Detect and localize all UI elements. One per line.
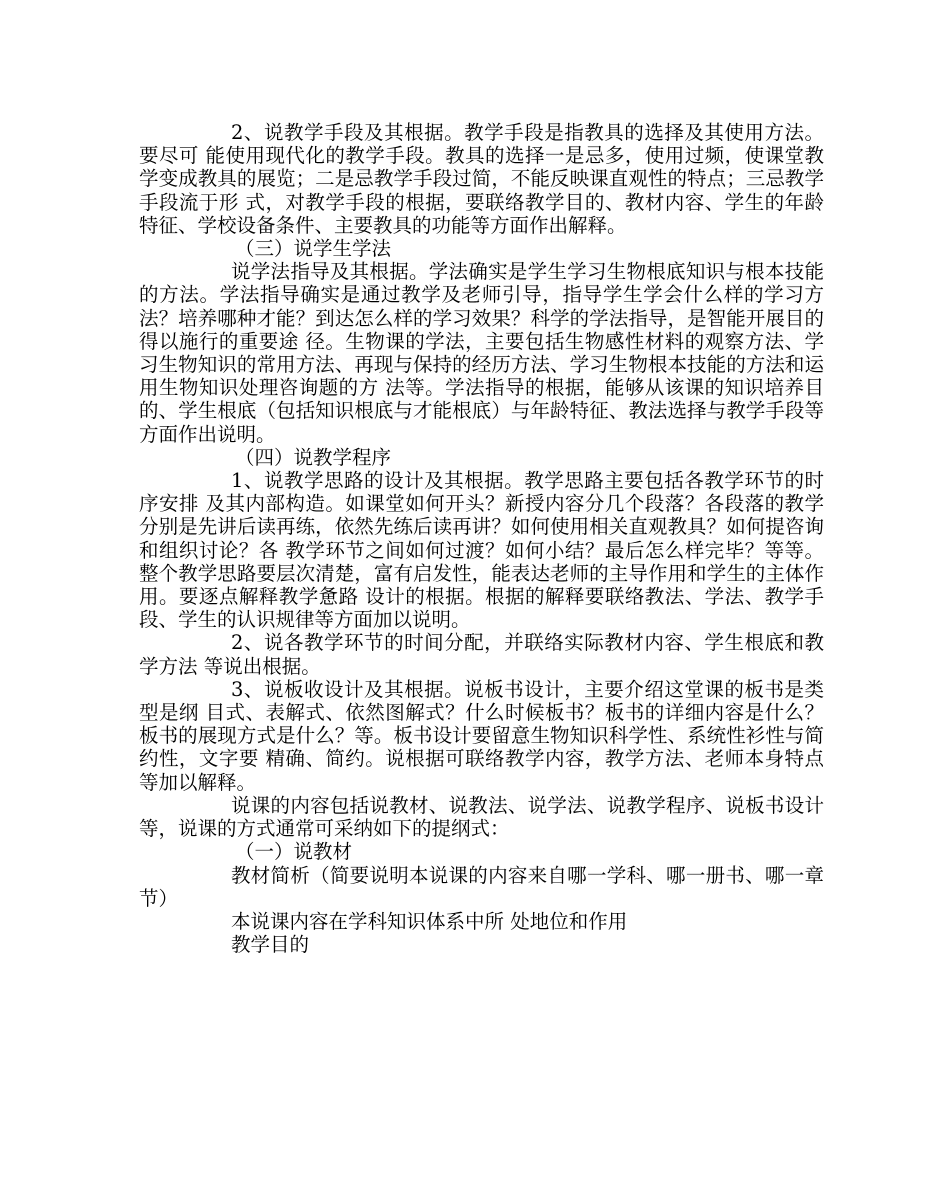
paragraph-teaching-ideas: 1、说教学思路的设计及其根据。教学思路主要包括各教学环节的时序安排 及其内部构造。如课堂如何开头？新授内容分几个段落？各段落的教学分别是先讲后读再练，依然先练后读再讲？如何使用相关直观教具？如何提咨询和组织讨论？各 教学环节之间如何过渡？如何小结？最后怎么样完毕？等等。整个教学思路要层次清楚，富有启发性，能表达老师的主导作用和学生的主体作用。要逐点解释教学惫路 设计的根据。根据的解释要联络教法、学法、教学手段、学生的认识规律等方面加以说明。 (139, 469, 824, 632)
paragraph-teaching-means: 2、说教学手段及其根据。教学手段是指教具的选择及其使用方法。要尽可 能使用现代化的教学手段。教具的选择一是忌多，使用过频，使课堂教学变成教具的展览；二是忌教学手段过简，不能反映课直观性的特点；三忌教学手段流于形 式，对教学手段的根据，要联络教学目的、教材内容、学生的年龄特征、学校设备条件、主要教具的功能等方面作出解释。 (139, 121, 824, 237)
paragraph-lecture-content: 说课的内容包括说教材、说教法、说学法、说教学程序、说板书设计等，说课的方式通常可采纳如下的提纲式： (139, 793, 824, 841)
paragraph-teaching-goals: 教学目的 (231, 933, 310, 957)
section-heading-textbook: （一）说教材 (235, 840, 353, 864)
section-heading-teaching-procedure: （四）说教学程序 (235, 445, 392, 469)
paragraph-blackboard-design: 3、说板收设计及其根据。说板书设计，主要介绍这堂课的板书是类型是纲 目式、表解式、依然图解式？什么时候板书？板书的详细内容是什么？板书的展现方式是什么？等。板书设计要留意生物知识科学性、系统性衫性与简约性，文字要 精确、简约。说根据可联络教学内容，教学方法、老师本身特点等加以解释。 (139, 677, 824, 794)
section-heading-student-methods: （三）说学生学法 (235, 237, 392, 261)
document-body (139, 121, 824, 956)
paragraph-time-allocation: 2、说各教学环节的时间分配，并联络实际教材内容、学生根底和教学方法 等说出根据。 (139, 631, 824, 678)
paragraph-textbook-analysis: 教材简析（简要说明本说课的内容来自哪一学科、哪一册书、哪一章节） (139, 863, 824, 910)
paragraph-learning-methods: 说学法指导及其根据。学法确实是学生学习生物根底知识与根本技能的方法。学法指导确实是通过教学及老师引导，指导学生学会什么样的学习方法？培养哪种才能？到达怎么样的学习效果？科学的学法指导，是智能开展目的得以施行的重要途 径。生物课的学法，主要包括生物感性材料的观察方法、学习生物知识的常用方法、再现与保持的经历方法、学习生物根本技能的方法和运用生物知识处理咨询题的方 法等。学法指导的根据，能够从该课的知识培养目的、学生根底（包括知识根底与才能根底）与年龄特征、教法选择与教学手段等方面作出说明。 (139, 260, 824, 446)
paragraph-content-position: 本说课内容在学科知识体系中所 处地位和作用 (231, 909, 628, 933)
